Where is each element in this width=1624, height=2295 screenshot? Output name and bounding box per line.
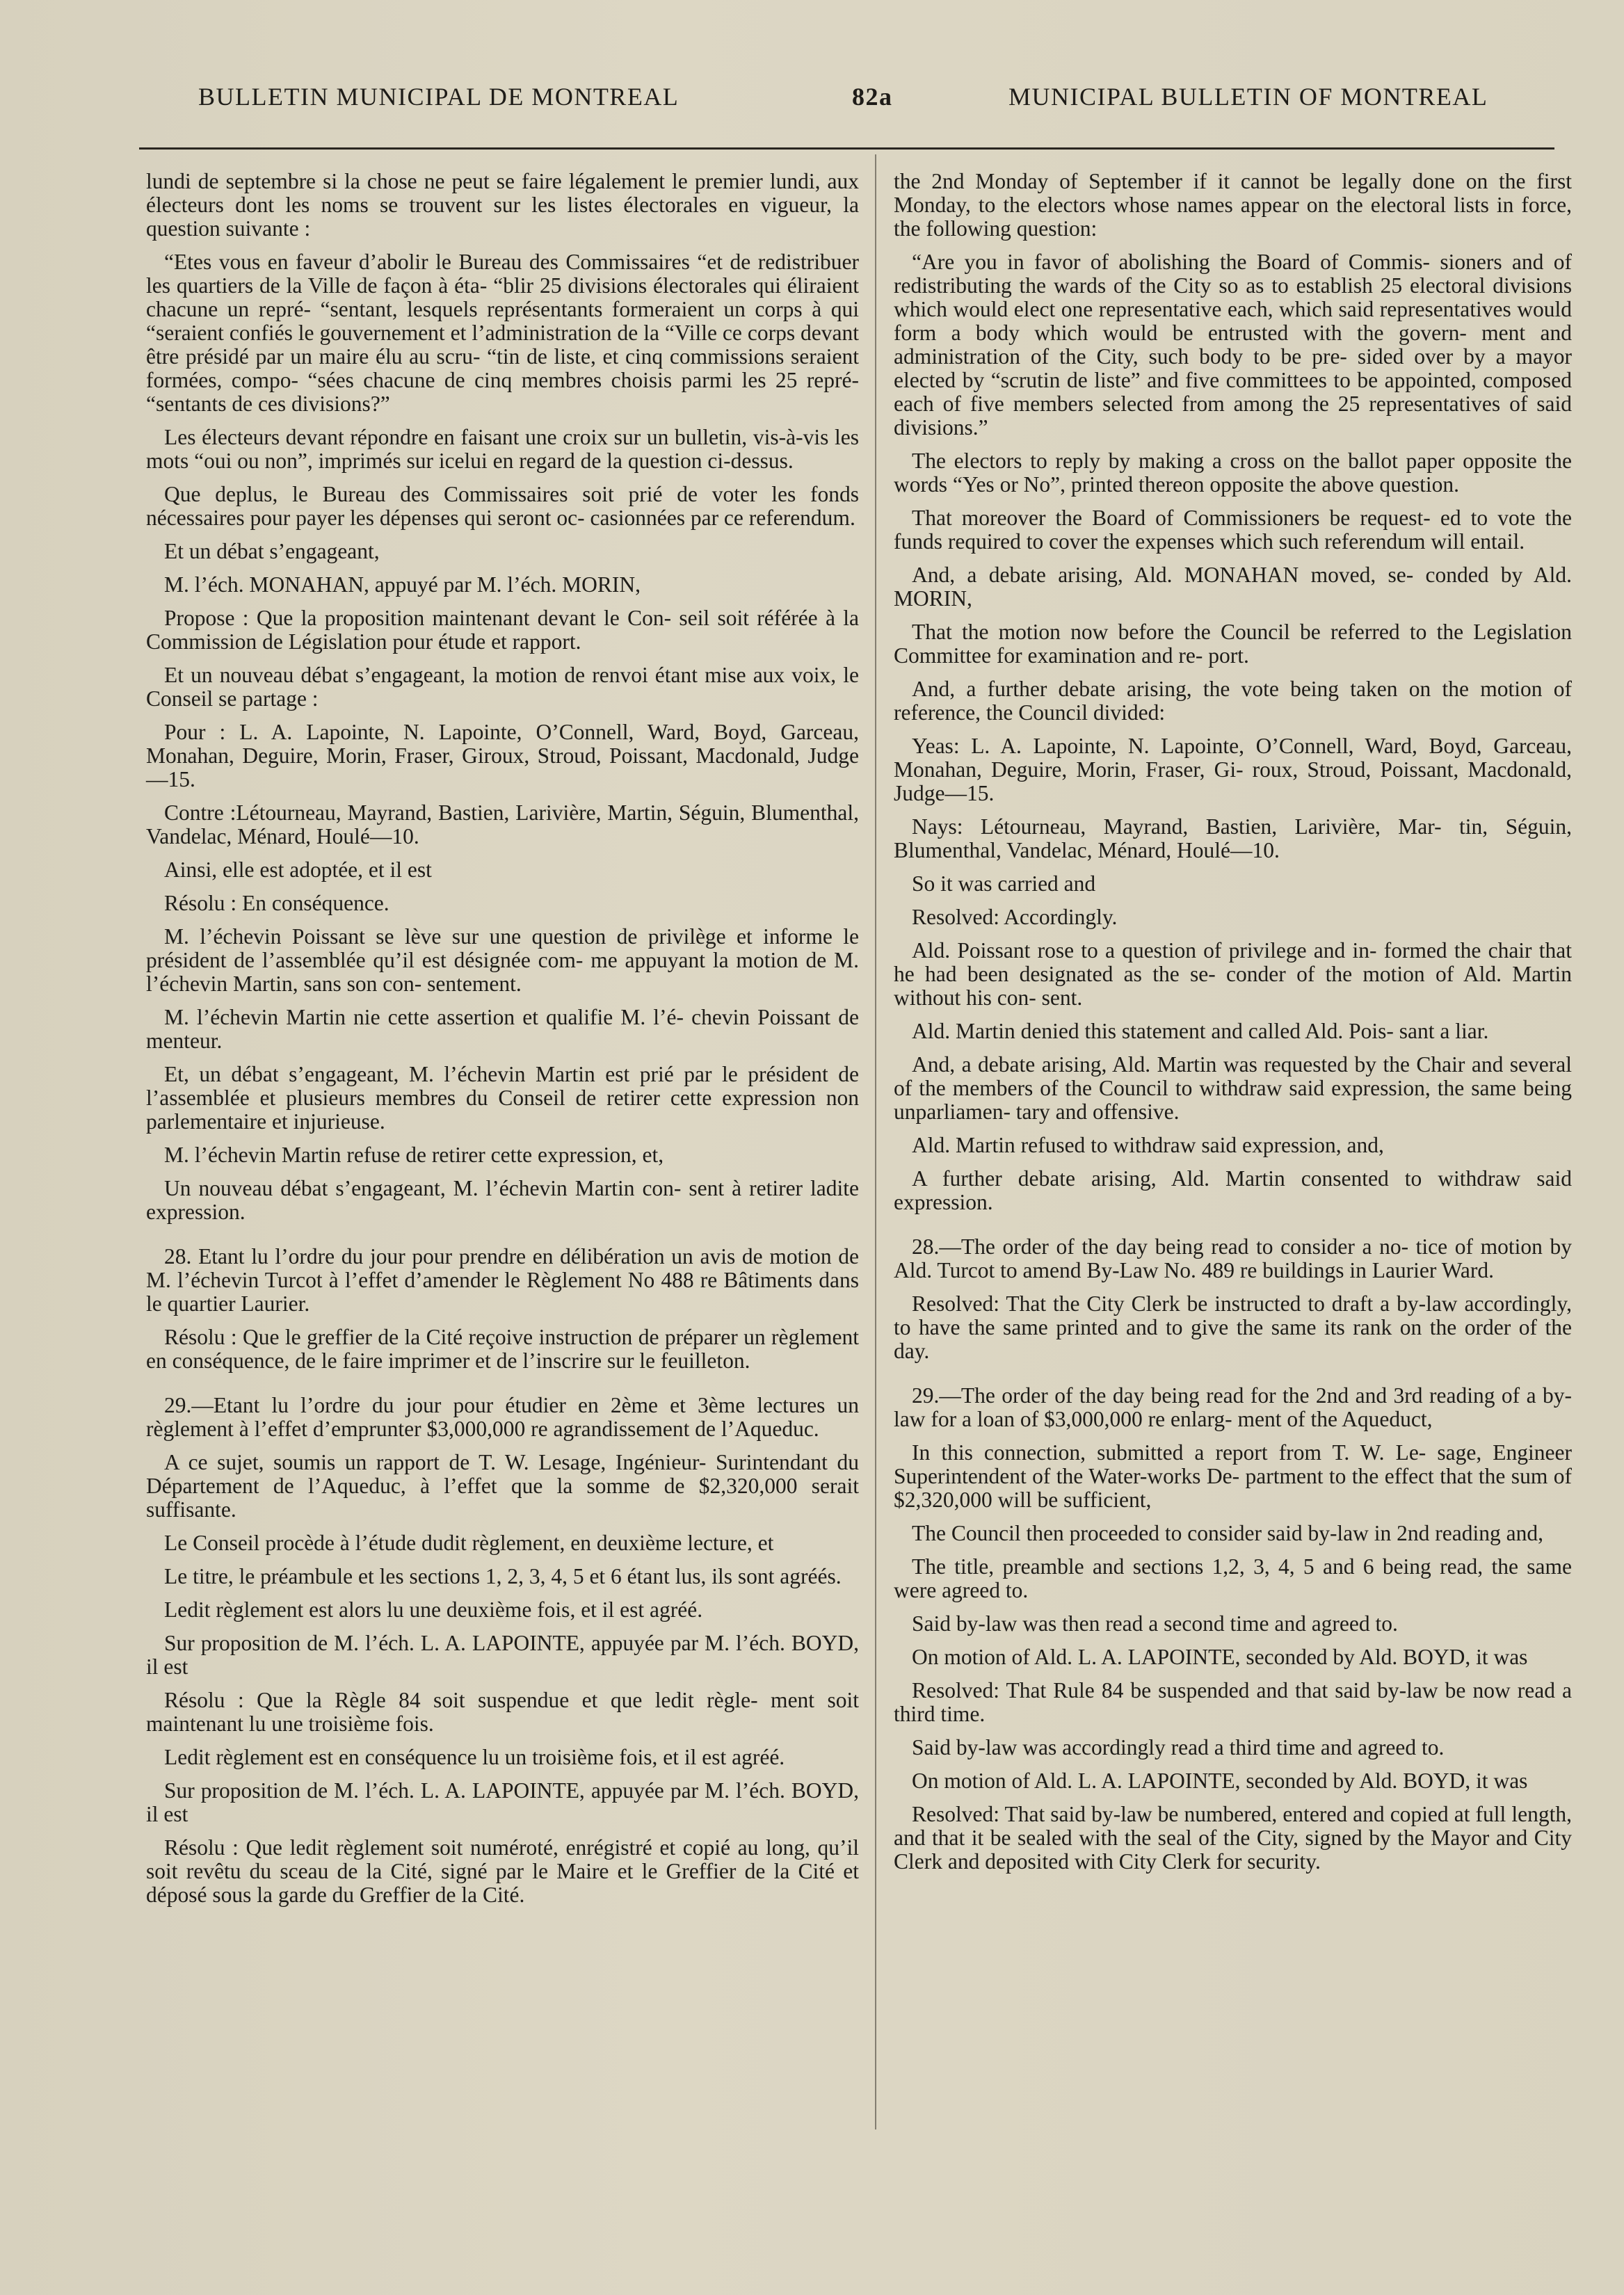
paragraph: So it was carried and bbox=[912, 871, 1096, 896]
paragraph: Nays: Létourneau, Mayrand, Bastien, Larivière, Mar- tin, Séguin, Blumenthal, Vandelac, Ménard, Houlé—10. bbox=[894, 814, 1572, 862]
agenda-item-29: 29.—Etant lu l’ordre du jour pour étudier en 2ème et 3ème lectures un règlement à l’effet d’emprunter $3,000,000 re agrandissement de l’Aqueduc. bbox=[146, 1393, 859, 1441]
paragraph: lundi de septembre si la chose ne peut se faire légalement le premier lundi, aux électeurs dont les noms se trouvent sur les listes électorales en vigueur, la question suivante : bbox=[146, 169, 859, 241]
paragraph: Resolved: That Rule 84 be suspended and that said by-law be now read a third time. bbox=[894, 1678, 1572, 1726]
page-number: 82a bbox=[852, 83, 893, 111]
paragraph: That the motion now before the Council be referred to the Legislation Committee for examination and re- port. bbox=[894, 620, 1572, 668]
paragraph: M. l’échevin Poissant se lève sur une question de privilège et informe le président de l’assemblée qu’il est désignée com- me appuyant la motion de M. l’échevin Martin, sans son con- sentement. bbox=[146, 924, 859, 996]
paragraph: Resolved: That said by-law be numbered, entered and copied at full length, and that it be sealed with the seal of the City, signed by the Mayor and City Clerk and deposited with City Clerk for security. bbox=[894, 1802, 1572, 1874]
paragraph: the 2nd Monday of September if it cannot be legally done on the first Monday, to the electors whose names appear on the electoral lists in force, the following question: bbox=[894, 169, 1572, 241]
paragraph: Résolu : Que ledit règlement soit numéroté, enrégistré et copié au long, qu’il soit revêtu du sceau de la Cité, signé par le Maire et le Greffier de la Cité et déposé sous la garde du Greffier de la Cité. bbox=[146, 1835, 859, 1907]
agenda-item-28: 28.—The order of the day being read to consider a no- tice of motion by Ald. Turcot to amend By-Law No. 489 re buildings in Laurier Ward. bbox=[894, 1234, 1572, 1282]
paragraph: Et un nouveau débat s’engageant, la motion de renvoi étant mise aux voix, le Conseil se partage : bbox=[146, 663, 859, 711]
paragraph: Le titre, le préambule et les sections 1, 2, 3, 4, 5 et 6 étant lus, ils sont agréés. bbox=[164, 1564, 842, 1588]
header-rule bbox=[139, 147, 1554, 150]
paragraph: Un nouveau débat s’engageant, M. l’échevin Martin con- sent à retirer ladite expression. bbox=[146, 1176, 859, 1224]
paragraph: “Etes vous en faveur d’abolir le Bureau des Commissaires “et de redistribuer les quartiers de la Ville de façon à éta- “blir 25 divisions électorales qui éliraient chacune un repré- “sentant, lesquels représentants formeraient un corps à qui “seraient confiés le gouvernement et l’administration de la “Ville ce corps devant être présidé par un maire élu au scru- “tin de liste, et cinq commissions seraient formées, compo- “sées chacune de cinq membres choisis parmi les 25 repré- “sentants de ces divisions?” bbox=[146, 250, 859, 416]
paragraph: On motion of Ald. L. A. LAPOINTE, seconded by Ald. BOYD, it was bbox=[912, 1645, 1528, 1669]
paragraph: A further debate arising, Ald. Martin consented to withdraw said expression. bbox=[894, 1166, 1572, 1214]
paragraph: And, a debate arising, Ald. MONAHAN moved, se- conded by Ald. MORIN, bbox=[894, 563, 1572, 611]
paragraph: Contre :Létourneau, Mayrand, Bastien, Larivière, Martin, Séguin, Blumenthal, Vandelac, Ménard, Houlé—10. bbox=[146, 800, 859, 848]
paragraph: The Council then proceeded to consider said by-law in 2nd reading and, bbox=[912, 1521, 1543, 1545]
paragraph: Que deplus, le Bureau des Commissaires soit prié de voter les fonds nécessaires pour payer les dépenses qui seront oc- casionnées par ce referendum. bbox=[146, 482, 859, 530]
paragraph: M. l’éch. MONAHAN, appuyé par M. l’éch. MORIN, bbox=[164, 572, 641, 597]
paragraph: A ce sujet, soumis un rapport de T. W. Lesage, Ingénieur- Surintendant du Département de l’Aqueduc, à l’effet que la somme de $2,320,000 serait suffisante. bbox=[146, 1450, 859, 1522]
paragraph: Pour : L. A. Lapointe, N. Lapointe, O’Connell, Ward, Boyd, Garceau, Monahan, Deguire, Morin, Fraser, Giroux, Stroud, Poissant, Macdonald, Judge—15. bbox=[146, 720, 859, 791]
paragraph: Sur proposition de M. l’éch. L. A. LAPOINTE, appuyée par M. l’éch. BOYD, il est bbox=[146, 1631, 859, 1679]
paragraph: Resolved: That the City Clerk be instructed to draft a by-law accordingly, to have the same printed and to give the same its rank on the order of the day. bbox=[894, 1291, 1572, 1363]
paragraph: Les électeurs devant répondre en faisant une croix sur un bulletin, vis-à-vis les mots “oui ou non”, imprimés sur icelui en regard de la question ci-dessus. bbox=[146, 425, 859, 473]
paragraph: Résolu : Que la Règle 84 soit suspendue et que ledit règle- ment soit maintenant lu une troisième fois. bbox=[146, 1688, 859, 1736]
paragraph: Ald. Poissant rose to a question of privilege and in- formed the chair that he had been designated as the se- conder of the motion of Ald. Martin without his con- sent. bbox=[894, 938, 1572, 1010]
paragraph: That moreover the Board of Commissioners be request- ed to vote the funds required to cover the expenses which such referendum will entail. bbox=[894, 506, 1572, 554]
paragraph: Et, un débat s’engageant, M. l’échevin Martin est prié par le président de l’assemblée et plusieurs membres du Conseil de retirer cette expression non parlementaire et injurieuse. bbox=[146, 1062, 859, 1134]
paragraph: Résolu : Que le greffier de la Cité reçoive instruction de préparer un règlement en conséquence, de le faire imprimer et de l’inscrire sur le feuilleton. bbox=[146, 1325, 859, 1373]
paragraph: The electors to reply by making a cross on the ballot paper opposite the words “Yes or No”, printed thereon opposite the above question. bbox=[894, 449, 1572, 497]
paragraph: Le Conseil procède à l’étude dudit règlement, en deuxième lecture, et bbox=[164, 1531, 774, 1555]
paragraph: On motion of Ald. L. A. LAPOINTE, seconded by Ald. BOYD, it was bbox=[912, 1769, 1528, 1793]
paragraph: Propose : Que la proposition maintenant devant le Con- seil soit référée à la Commission de Législation pour étude et rapport. bbox=[146, 606, 859, 654]
paragraph: And, a further debate arising, the vote being taken on the motion of reference, the Council divided: bbox=[894, 677, 1572, 725]
paragraph: The title, preamble and sections 1,2, 3, 4, 5 and 6 being read, the same were agreed to. bbox=[894, 1554, 1572, 1602]
header-title-french: BULLETIN MUNICIPAL DE MONTREAL bbox=[198, 83, 680, 111]
paragraph: Ainsi, elle est adoptée, et il est bbox=[164, 857, 432, 882]
paragraph: Said by-law was then read a second time and agreed to. bbox=[912, 1611, 1398, 1636]
paragraph: “Are you in favor of abolishing the Board of Commis- sioners and of redistributing the wards of the City so as to establish 25 electoral divisions which would elect one representative each, which said representatives would form a body which would be entrusted with the govern- ment and administration of the City, such body to be pre- sided over by a mayor elected by “scrutin de liste” and five committees to be appointed, composed each of five members selected from among the 25 representatives of said divisions.” bbox=[894, 250, 1572, 440]
paragraph: Ald. Martin refused to withdraw said expression, and, bbox=[912, 1133, 1384, 1157]
paragraph: Résolu : En conséquence. bbox=[164, 891, 389, 915]
paragraph: Ledit règlement est en conséquence lu un troisième fois, et il est agréé. bbox=[164, 1745, 785, 1769]
header-title-english: MUNICIPAL BULLETIN OF MONTREAL bbox=[1008, 83, 1488, 111]
paragraph: Sur proposition de M. l’éch. L. A. LAPOINTE, appuyée par M. l’éch. BOYD, il est bbox=[146, 1778, 859, 1826]
paragraph: Yeas: L. A. Lapointe, N. Lapointe, O’Connell, Ward, Boyd, Garceau, Monahan, Deguire, Morin, Fraser, Gi- roux, Stroud, Poissant, Macdonald, Judge—15. bbox=[894, 734, 1572, 805]
english-column bbox=[894, 170, 1572, 1883]
column-divider bbox=[875, 154, 876, 2129]
paragraph: Resolved: Accordingly. bbox=[912, 905, 1118, 929]
paragraph: Said by-law was accordingly read a third time and agreed to. bbox=[912, 1735, 1445, 1760]
paragraph: Ald. Martin denied this statement and called Ald. Pois- sant a liar. bbox=[912, 1019, 1489, 1043]
paragraph: Ledit règlement est alors lu une deuxième fois, et il est agréé. bbox=[164, 1597, 703, 1622]
paragraph: And, a debate arising, Ald. Martin was requested by the Chair and several of the members of the Council to withdraw said expression, the same being unparliamen- tary and offensive. bbox=[894, 1052, 1572, 1124]
paragraph: M. l’échevin Martin refuse de retirer cette expression, et, bbox=[164, 1143, 664, 1167]
paragraph: In this connection, submitted a report from T. W. Le- sage, Engineer Superintendent of the Water-works De- partment to the effect that the sum of $2,320,000 will be sufficient, bbox=[894, 1440, 1572, 1512]
agenda-item-29: 29.—The order of the day being read for the 2nd and 3rd reading of a by-law for a loan of $3,000,000 re enlarg- ment of the Aqueduct, bbox=[894, 1383, 1572, 1431]
page-header bbox=[0, 82, 1624, 124]
agenda-item-28: 28. Etant lu l’ordre du jour pour prendre en délibération un avis de motion de M. l’échevin Turcot à l’effet d’amender le Règlement No 488 re Bâtiments dans le quartier Laurier. bbox=[146, 1244, 859, 1316]
paragraph: Et un débat s’engageant, bbox=[164, 539, 380, 563]
french-column bbox=[146, 170, 859, 1917]
paragraph: M. l’échevin Martin nie cette assertion et qualifie M. l’é- chevin Poissant de menteur. bbox=[146, 1005, 859, 1053]
